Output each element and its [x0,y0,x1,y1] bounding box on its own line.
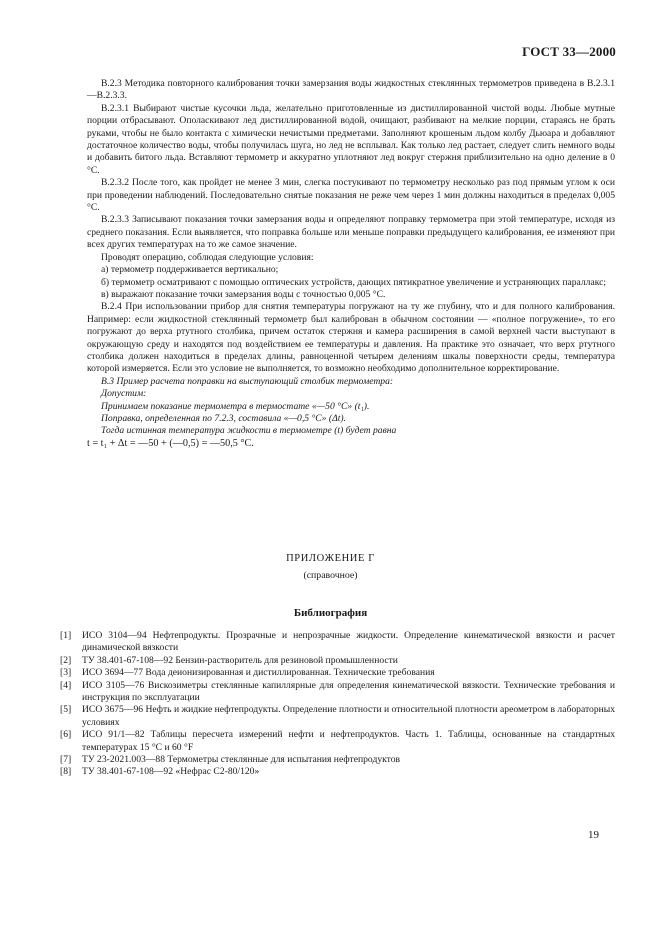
bibliography-list [60,630,615,779]
bibliography-item-text: ИСО 3675—96 Нефть и жидкие нефтепродукты. Определение плотности и относительной плотности ареометром в лабораторных условиях [82,704,615,728]
bibliography-item-number: [5] [60,704,72,716]
paragraph-b233: В.2.3.3 Записывают показания точки замерзания воды и определяют поправку термометра при этой температуре, исходя из среднего показания. Если выявляется, что поправка больше или меньше поправки предыдущего калибрования, ее изменяют при всех других температурах на то же самое значение. [87,214,615,251]
bibliography-item-text: ИСО 3694—77 Вода деионизированная и дистиллированная. Технические требования [82,667,435,679]
example-line-1: Допустим: [101,388,147,400]
bibliography-item [60,630,615,655]
list-item-b: б) термометр осматривают с помощью оптических устройств, дающих пятикратное увеличение и устраняющих параллакс; [101,276,607,288]
paragraph-b232: В.2.3.2 После того, как пройдет не менее 3 мин, слегка постукивают по термометру несколько раз под прямым углом к оси при проведении наблюдений. Последовательно снятые показания не реже чем через 1 мин должны находиться в пределах 0,005 °С. [87,177,615,214]
paragraph-b231: В.2.3.1 Выбирают чистые кусочки льда, желательно приготовленные из дистиллированной чистой воды. Любые мутные порции отбрасывают. Ополаскивают лед дистиллированной водой, очищают, разбивают на мелкие порции, стараясь не брать руками, чтобы не было контакта с химически нечистыми предметами. Заполняют крошеным льдом колбу Дьюара и добавляют достаточное количество воды, чтобы получилась шуга, но лед не всплывал. Как только лед растает, следует слить немного воды и добавить битого льда. Вставляют термометр и аккуратно уплотняют лед вокруг стержня приблизительно на одно деление в 0 °С. [87,102,615,176]
paragraph-b24: В.2.4 При использовании прибор для снятия температуры погружают на ту же глубину, что и для полного калибрования. Например: если жидкостной стеклянный термометр был калиброван в обычном состоянии — «полное погружение», то его погружают до верха ртутного столбика, причем остаток стержня и камера расширения в самой верхней части выступают в окружающую среду и находятся под воздействием ее температуры и давления. На практике это означает, что верх ртутного столбика должен находиться в пределах длины, равноценной четырем делениям шкалы поверхности среды, температура которой измеряется. Если это условие не выполняется, то возможно необходимо дополнительное корректирование. [87,301,615,375]
bibliography-item-text: ИСО 3104—94 Нефтепродукты. Прозрачные и непрозрачные жидкости. Определение кинематической вязкости и расчет динамической вязкости [82,630,615,654]
bibliography-item-number: [4] [60,679,72,691]
example-line-4: Тогда истинная температура жидкости в термометре (t) будет равна [101,425,397,437]
document-body [87,78,615,450]
bibliography-item-number: [7] [60,754,72,766]
list-item-v: в) выражают показание точки замерзания воды с точностью 0,005 °С. [101,288,386,300]
bibliography-item-number: [6] [60,729,72,741]
example-line-2: Принимаем показание термометра в термостате «—50 °С» (t₁). [101,400,370,412]
paragraph-b23: В.2.3 Методика повторного калибрования точки замерзания воды жидкостных стеклянных термометров приведена в В.2.3.1—В.2.3.3. [87,78,615,102]
bibliography-item [60,667,615,679]
appendix-title: ПРИЛОЖЕНИЕ Г [286,553,375,564]
bibliography-item-number: [1] [60,630,72,641]
bibliography-item-text: ТУ 23-2021.003—88 Термометры стеклянные для испытания нефтепродуктов [82,754,401,766]
bibliography-item [60,754,615,766]
bibliography-item-number: [3] [60,667,72,679]
bibliography-item [60,655,615,667]
bibliography-item [60,704,615,729]
example-title: В.3 Пример расчета поправки на выступающий столбик термометра: [101,375,394,387]
bibliography-item-number: [2] [60,654,72,666]
bibliography-item-number: [8] [60,766,72,778]
bibliography-item [60,680,615,705]
example-formula: t = t₁ + Δt = —50 + (—0,5) = —50,5 °С. [87,437,254,449]
bibliography-item-text: ИСО 3105—76 Вискозиметры стеклянные капиллярные для определения кинематической вязкости. Технические требования и инструкция по эксплуатации [82,679,615,704]
example-line-3: Поправка, определенная по 7.2.3, составила «—0,5 °С» (Δt). [101,412,346,424]
list-item-a: а) термометр поддерживается вертикально; [101,264,279,276]
bibliography-item-text: ТУ 38.401-67-108—92 «Нефрас С2-80/120» [82,766,260,778]
bibliography-item-text: ТУ 38.401-67-108—92 Бензин-растворитель для резиновой промышленности [82,654,398,666]
bibliography-title: Библиография [293,607,368,619]
document-header: ГОСТ 33—2000 [522,44,616,59]
bibliography-item [60,729,615,754]
bibliography-item [60,766,615,778]
appendix-subtitle: (справочное) [303,570,358,581]
paragraph-conditions-intro: Проводят операцию, соблюдая следующие условия: [101,251,314,263]
bibliography-item-text: ИСО 91/1—82 Таблицы пересчета измерений нефти и нефтепродуктов. Часть 1. Таблицы, основанные на стандартных температурах 15 °С и 60 °F [82,729,615,753]
page-number: 19 [588,829,599,841]
